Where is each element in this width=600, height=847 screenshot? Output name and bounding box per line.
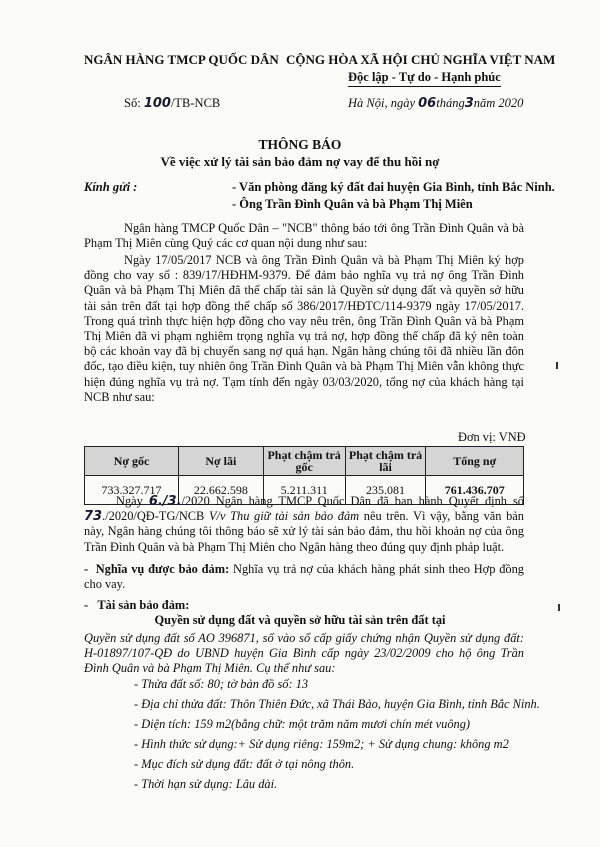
collateral-item: - Thửa đất số: 80; tờ bản đồ số: 13 (134, 677, 309, 691)
recipients-label: Kính gửi : (84, 180, 138, 194)
decision-number-suffix: ./2020/QĐ-TG/NCB (102, 509, 205, 524)
table-header: Phạt chậm trả gốc (263, 447, 345, 476)
date-year: năm 2020 (473, 96, 524, 110)
collateral-heading: Quyền sử dụng đất và quyền sở hữu tài sản trên đất tại (154, 613, 446, 627)
document-subtitle: Về việc xử lý tài sản bảo đảm nợ vay để thu hồi nợ (160, 154, 440, 169)
scan-mark (558, 604, 560, 611)
table-cell: 235.081 (345, 476, 426, 505)
table-cell: 5.211.311 (263, 476, 345, 505)
collateral-bullet: - (84, 598, 98, 612)
decision-rest: nêu trên. Vì vậy, bằng văn bản này, Ngân hàng chúng tôi thông báo sẽ xử lý tài sản bảo đảm, thu hồi khoản nợ của ông Trần Đình Quân và bà Phạm Thị Miên cho Ngân hàng theo đúng quy định pháp luật. (84, 509, 525, 554)
doc-no-prefix: Số: (124, 96, 141, 110)
obligation-text: Nghĩa vụ trả nợ của khách hàng phát sinh theo Hợp đồng cho vay. (84, 562, 524, 592)
table-header: Phạt chậm trả lãi (345, 447, 426, 476)
intro-paragraph: Ngân hàng TMCP Quốc Dân – "NCB" thông báo tới ông Trần Đình Quân và bà Phạm Thị Miên cùng Quý các cơ quan nội dung như sau: (84, 221, 524, 251)
decision-paragraph (84, 494, 524, 555)
document-date (348, 96, 523, 111)
collateral-item: - Mục đích sử dụng đất: đất ở tại nông thôn. (134, 757, 355, 771)
collateral-item: - Hình thức sử dụng:+ Sử dụng riêng: 159m2; + Sử dụng chung: không m2 (134, 737, 509, 751)
table-header: Nợ gốc (85, 447, 179, 476)
recipient-item: - Ông Trần Đình Quân và bà Phạm Thị Miên (232, 197, 473, 211)
decision-mid: /2020 Ngân hàng TMCP Quốc Dân đã ban hành Quyết định số (181, 494, 524, 508)
date-prefix: Hà Nội, ngày (348, 96, 416, 110)
doc-no-handwritten: 100 (143, 96, 171, 111)
decision-subject: V/v Thu giữ tài sản bảo đảm (208, 509, 360, 524)
table-header: Tổng nợ (426, 447, 524, 476)
decision-date-handwritten: 6./3. (148, 494, 182, 509)
collateral-item: - Diện tích: 159 m2(bằng chữ: một trăm năm mươi chín mét vuông) (134, 717, 471, 731)
collateral-item: - Thời hạn sử dụng: Lâu dài. (134, 777, 278, 791)
date-month-word: tháng (436, 96, 465, 110)
decision-number-handwritten: 73 (84, 509, 103, 525)
recipient-item: - Văn phòng đăng ký đất đai huyện Gia Bình, tỉnh Bắc Ninh. (232, 180, 555, 194)
table-cell-total: 761.436.707 (426, 476, 524, 505)
table-cell: 733.327.717 (85, 476, 179, 505)
collateral-item: - Địa chỉ thửa đất: Thôn Thiên Đức, xã Thái Bảo, huyện Gia Bình, tỉnh Bắc Ninh. (134, 697, 540, 711)
obligation-label: Nghĩa vụ được bảo đảm: (95, 562, 230, 576)
decision-start: Ngày (116, 494, 143, 508)
loan-paragraph: Ngày 17/05/2017 NCB và ông Trần Đình Quân và bà Phạm Thị Miên ký hợp đồng cho vay số : 839/17/HĐHM-9379. Để đảm bảo nghĩa vụ trả nợ ông Trần Đình Quân và bà Phạm Thị Miên đã thế chấp tài sản là Quyền sử dụng đất và quyền sở hữu tài sản trên đất tại hợp đồng thế chấp số 386/2017/HĐTC/114-9379 ngày 17/05/2017. Trong quá trình thực hiện hợp đồng cho vay nêu trên, ông Trần Đình Quân và bà Phạm Thị Miên đã vi phạm nghiêm trọng nghĩa vụ trả nợ, hợp đồng thế chấp đã ký nên toàn bộ các khoản vay đã bị chuyển sang nợ quá hạn. Ngân hàng chúng tôi đã nhiều lần đôn đốc, tạo điều kiện, tuy nhiên ông Trần Đình Quân và bà Phạm Thị Miên vẫn không thực hiện đúng nghĩa vụ trả nợ. Tạm tính đến ngày 03/03/2020, tổng nợ của khách hàng tại NCB như sau: (84, 253, 524, 404)
unit-label: Đơn vị: VNĐ (458, 430, 526, 444)
date-day-handwritten: 06 (418, 96, 437, 111)
obligation-section (84, 562, 524, 592)
bank-name: NGÂN HÀNG TMCP QUỐC DÂN (84, 52, 279, 67)
collateral-intro: Quyền sử dụng đất số AO 396871, số vào sổ cấp giấy chứng nhận Quyền sử dụng đất: H-01897/107-QĐ do UBND huyện Gia Bình cấp ngày 23/02/2009 cho hộ ông Trần Đình Quân và bà Phạm Thị Miên. Cụ thể như sau: (84, 631, 524, 676)
nation-heading: CỘNG HÒA XÃ HỘI CHỦ NGHĨA VIỆT NAM (286, 52, 556, 67)
collateral-section-label (84, 598, 189, 613)
date-month-handwritten: 3 (464, 96, 474, 111)
document-title: THÔNG BÁO (258, 137, 342, 152)
table-cell: 22.662.598 (179, 476, 264, 505)
obligation-bullet: - (84, 562, 96, 576)
motto: Độc lập - Tự do - Hạnh phúc (348, 70, 501, 87)
document-number (124, 96, 220, 111)
table-header: Nợ lãi (179, 447, 264, 476)
doc-no-suffix: /TB-NCB (170, 96, 221, 110)
collateral-label: Tài sản bảo đảm: (97, 598, 190, 612)
scan-mark (556, 362, 558, 369)
table-header-row (85, 447, 524, 476)
